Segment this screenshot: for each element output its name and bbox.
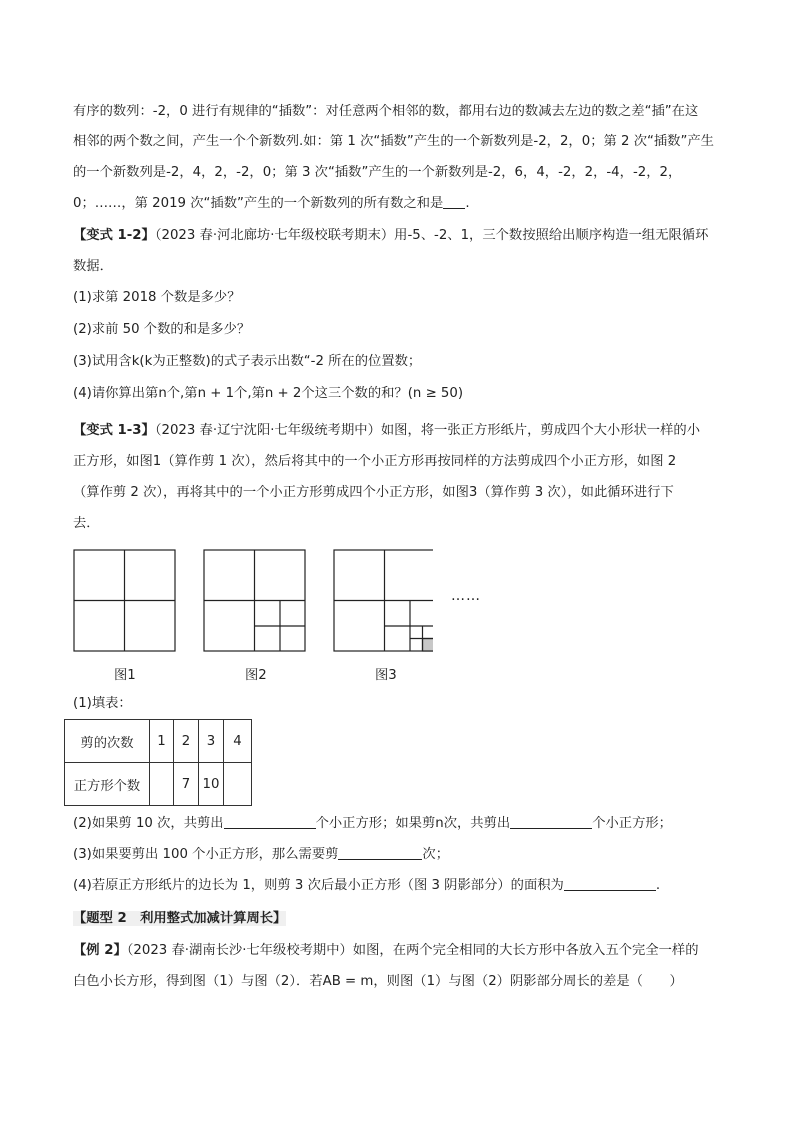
table-cell: 10 <box>199 763 224 806</box>
answer-blank <box>338 847 422 860</box>
fill-question-3 <box>73 847 449 863</box>
fill-question-2 <box>73 816 672 832</box>
answer-blank <box>224 816 316 829</box>
table-cell: 7 <box>174 763 199 806</box>
intro-line-4-text: 0；……，第 2019 次“插数”产生的一个新数列的所有数之和是 <box>73 196 444 211</box>
table-header-cuts: 剪的次数 <box>65 720 150 763</box>
table-cell: 2 <box>174 720 199 763</box>
variant-1-2-line-1 <box>73 228 708 244</box>
fill-question-3-part-a: (3)如果要剪出 100 个小正方形，那么需要剪 <box>73 847 339 862</box>
answer-blank <box>510 816 592 829</box>
figure-1 <box>74 550 175 651</box>
figure-2 <box>204 550 305 651</box>
intro-line-1: 有序的数列：-2，0 进行有规律的“插数”：对任意两个相邻的数，都用右边的数减去左边的数之差“插”在这 <box>73 104 699 119</box>
figure-2-caption: 图2 <box>245 668 267 683</box>
shaded-smallest-square <box>423 639 434 652</box>
example-2-line-2: 白色小长方形，得到图（1）与图（2）．若AB = m，则图（1）与图（2）阴影部分周长的差是（ ） <box>73 974 683 989</box>
variant-1-2-tag: 【变式 1-2】 <box>73 228 155 243</box>
fill-question-2-part-c: 个小正方形； <box>592 816 672 831</box>
variant-1-3-tag: 【变式 1-3】 <box>73 423 155 438</box>
question-1: (1)求第 2018 个数是多少？ <box>73 290 241 305</box>
variant-1-3-line-2: 正方形，如图1（算作剪 1 次），然后将其中的一个小正方形再按同样的方法剪成四个小正方形，如图 2 <box>73 454 677 469</box>
section-2-title-text: 【题型 2 利用整式加减计算周长】 <box>73 911 287 926</box>
variant-1-2-line-2: 数据． <box>73 259 113 274</box>
answer-blank <box>443 196 465 209</box>
figure-3 <box>334 550 433 651</box>
section-2-title <box>73 911 286 927</box>
question-4: (4)请你算出第n个,第n + 1个,第n + 2个这三个数的和？(n ≥ 50) <box>73 386 464 401</box>
table-cell: 3 <box>199 720 224 763</box>
figure-1-caption: 图1 <box>114 668 136 683</box>
variant-1-3-line-4: 去． <box>73 516 100 531</box>
figure-3-caption: 图3 <box>375 668 397 683</box>
table-cell: 1 <box>150 720 174 763</box>
example-2-tag: 【例 2】 <box>73 943 127 958</box>
fill-question-4 <box>73 878 660 894</box>
fill-in-table <box>64 719 252 806</box>
question-2: (2)求前 50 个数的和是多少？ <box>73 322 251 337</box>
intro-line-4-end: . <box>465 196 470 211</box>
fill-question-3-part-b: 次； <box>422 847 450 862</box>
fill-question-4-part-b: . <box>655 878 661 893</box>
square-cutting-figures <box>73 549 433 653</box>
table-row <box>65 763 252 806</box>
fill-question-4-part-a: (4)若原正方形纸片的边长为 1，则剪 3 次后最小正方形（图 3 阴影部分）的面积为 <box>73 878 564 893</box>
intro-line-2: 相邻的两个数之间，产生一个个新数列.如：第 1 次“插数”产生的一个新数列是-2，2，0；第 2 次“插数”产生 <box>73 134 714 149</box>
question-3: (3)试用含k(k为正整数)的式子表示出数“-2 所在的位置数； <box>73 354 422 369</box>
table-cell-blank <box>150 763 174 806</box>
variant-1-3-line-3: （算作剪 2 次），再将其中的一个小正方形剪成四个小正方形，如图3（算作剪 3 次），如此循环进行下 <box>73 485 674 500</box>
variant-1-3-line-1 <box>73 423 700 439</box>
table-cell: 4 <box>224 720 252 763</box>
variant-1-3-text: （2023 春·辽宁沈阳·七年级统考期中）如图，将一张正方形纸片，剪成四个大小形状一样的小 <box>154 423 700 438</box>
answer-blank <box>564 878 656 891</box>
figure-ellipsis: …… <box>451 588 481 604</box>
table-row <box>65 720 252 763</box>
intro-line-4 <box>73 196 470 212</box>
example-2-text: （2023 春·湖南长沙·七年级校考期中）如图，在两个完全相同的大长方形中各放入五个完全一样的 <box>126 943 699 958</box>
fill-question-2-part-a: (2)如果剪 10 次，共剪出 <box>73 816 224 831</box>
variant-1-2-text: （2023 春·河北廊坊·七年级校联考期末）用-5、-2、1，三个数按照给出顺序构造一组无限循环 <box>154 228 709 243</box>
fill-question-2-part-b: 个小正方形；如果剪n次，共剪出 <box>315 816 511 831</box>
table-cell-blank <box>224 763 252 806</box>
example-2-line-1 <box>73 943 699 959</box>
intro-line-3: 的一个新数列是-2，4，2，-2，0；第 3 次“插数”产生的一个新数列是-2，6，4，-2，2，-4，-2，2， <box>73 165 682 180</box>
table-title: (1)填表： <box>73 696 132 711</box>
table-header-squares: 正方形个数 <box>65 763 150 806</box>
